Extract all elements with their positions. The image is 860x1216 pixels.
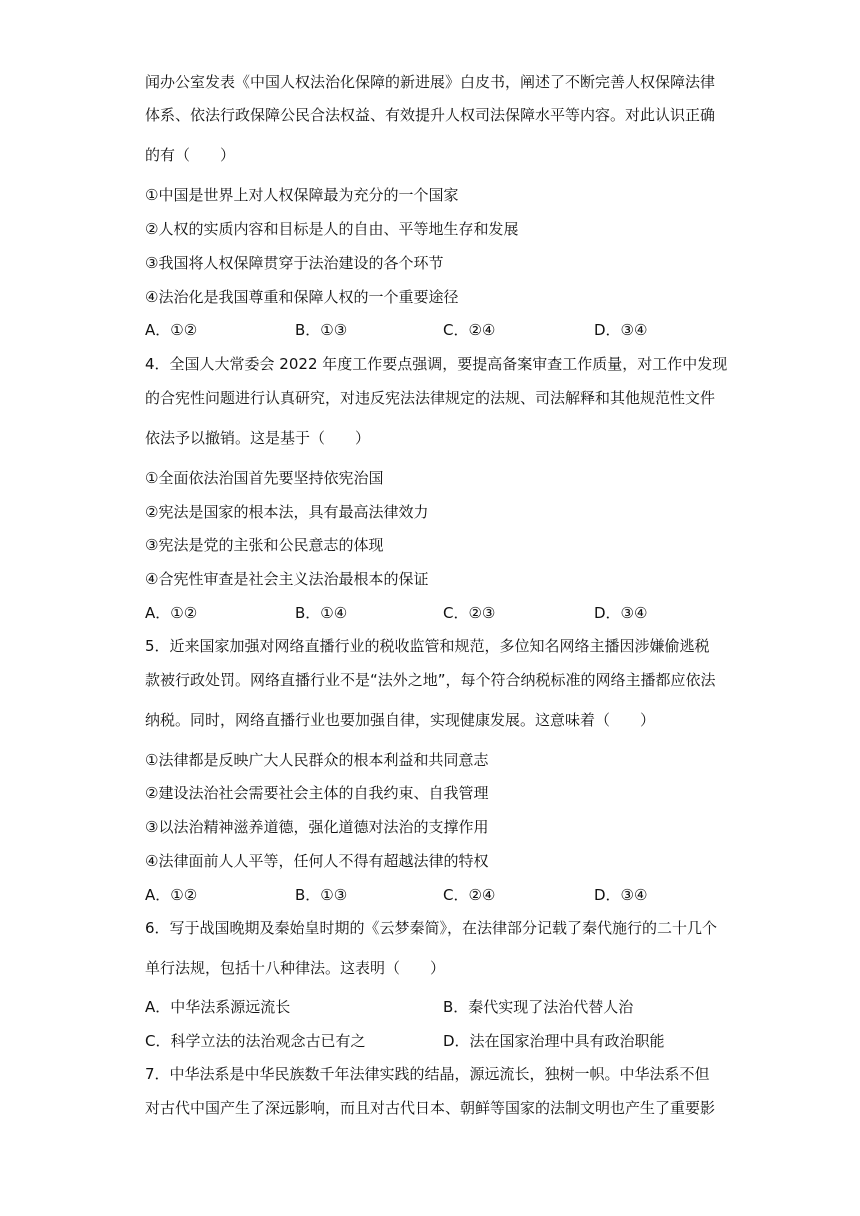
q3-item-3: ③我国将人权保障贯穿于法治建设的各个环节 [145, 254, 444, 272]
q6-stem-line-1: 6．写于战国晚期及秦始皇时期的《云梦秦简》，在法律部分记载了秦代施行的二十几个 [145, 919, 718, 937]
q4-stem-line-2: 的合宪性问题进行认真研究，对违反宪法法律规定的法规、司法解释和其他规范性文件 [145, 389, 716, 407]
q5-stem-line-1: 5．近来国家加强对网络直播行业的税收监管和规范，多位知名网络主播因涉嫌偷逃税 [145, 637, 710, 655]
q5-option-d[interactable]: D．③④ [594, 886, 648, 904]
q4-option-c[interactable]: C．②③ [443, 604, 496, 622]
q4-option-d[interactable]: D．③④ [594, 604, 648, 622]
q3-option-c[interactable]: C．②④ [443, 321, 496, 339]
q6-option-a[interactable]: A．中华法系源远流长 [145, 998, 291, 1016]
q5-item-4: ④法律面前人人平等，任何人不得有超越法律的特权 [145, 852, 489, 870]
q7-stem-line-2: 对古代中国产生了深远影响，而且对古代日本、朝鲜等国家的法制文明也产生了重要影 [145, 1099, 716, 1117]
q4-option-a[interactable]: A．①② [145, 604, 198, 622]
q6-stem-line-2: 单行法规，包括十八种律法。这表明（ ） [145, 959, 446, 977]
q4-item-1: ①全面依法治国首先要坚持依宪治国 [145, 469, 384, 487]
q6-option-b[interactable]: B．秦代实现了法治代替人治 [443, 998, 634, 1016]
q3-item-2: ②人权的实质内容和目标是人的自由、平等地生存和发展 [145, 220, 519, 238]
q6-option-c[interactable]: C．科学立法的法治观念古已有之 [145, 1032, 366, 1050]
q4-item-2: ②宪法是国家的根本法，具有最高法律效力 [145, 503, 429, 521]
q5-option-c[interactable]: C．②④ [443, 886, 496, 904]
q6-options-row-1 [145, 997, 745, 1017]
q5-option-a[interactable]: A．①② [145, 886, 198, 904]
q3-stem-line-3: 的有（ ） [145, 146, 236, 164]
q5-stem-line-3: 纳税。同时，网络直播行业也要加强自律，实现健康发展。这意味着（ ） [145, 711, 656, 729]
q5-item-1: ①法律都是反映广大人民群众的根本利益和共同意志 [145, 751, 489, 769]
q3-item-4: ④法治化是我国尊重和保障人权的一个重要途径 [145, 288, 459, 306]
q5-option-b[interactable]: B．①③ [295, 886, 348, 904]
q7-stem-line-1: 7．中华法系是中华民族数千年法律实践的结晶，源远流长，独树一帜。中华法系不但 [145, 1065, 710, 1083]
q5-item-2: ②建设法治社会需要社会主体的自我约束、自我管理 [145, 784, 489, 802]
q3-option-a[interactable]: A．①② [145, 321, 198, 339]
q5-stem-line-2: 款被行政处罚。网络直播行业不是“法外之地”，每个符合纳税标准的网络主播都应依法 [145, 671, 716, 689]
q3-option-d[interactable]: D．③④ [594, 321, 648, 339]
q4-stem-line-1: 4．全国人大常委会 2022 年度工作要点强调，要提高备案审查工作质量，对工作中发现 [145, 355, 728, 373]
q3-stem-line-1: 闻办公室发表《中国人权法治化保障的新进展》白皮书，阐述了不断完善人权保障法律 [145, 73, 716, 91]
q3-option-b[interactable]: B．①③ [295, 321, 348, 339]
q4-option-b[interactable]: B．①④ [295, 604, 348, 622]
q6-option-d[interactable]: D．法在国家治理中具有政治职能 [443, 1032, 665, 1050]
q6-options-row-2 [145, 1031, 745, 1051]
q4-stem-line-3: 依法予以撤销。这是基于（ ） [145, 429, 371, 447]
q3-item-1: ①中国是世界上对人权保障最为充分的一个国家 [145, 186, 459, 204]
q4-item-4: ④合宪性审查是社会主义法治最根本的保证 [145, 570, 429, 588]
q3-stem-line-2: 体系、依法行政保障公民合法权益、有效提升人权司法保障水平等内容。对此认识正确 [145, 106, 716, 124]
q5-item-3: ③以法治精神滋养道德，强化道德对法治的支撑作用 [145, 818, 489, 836]
q4-item-3: ③宪法是党的主张和公民意志的体现 [145, 536, 384, 554]
